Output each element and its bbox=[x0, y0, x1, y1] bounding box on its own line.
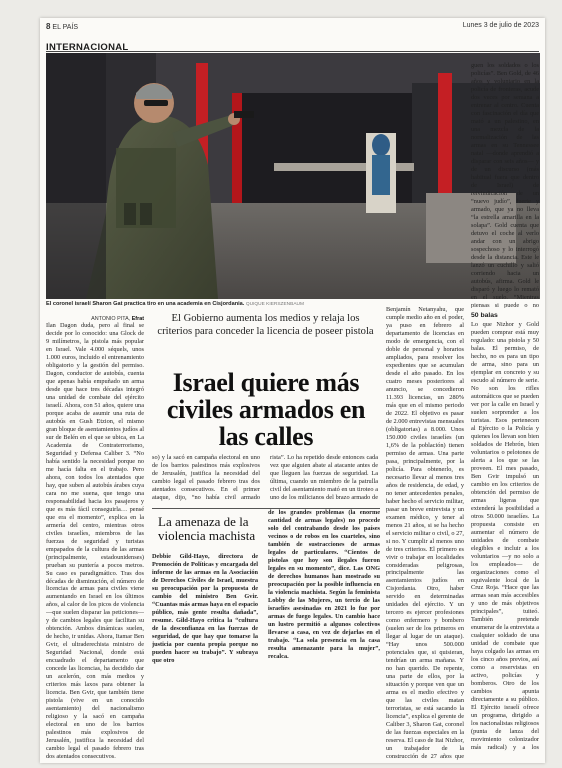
sidebar-box bbox=[152, 508, 380, 757]
article-column-5 bbox=[471, 62, 539, 757]
column-1-text: Ilan Dagon duda, pero al final se decide por lo conocido: una Glock de 9 milímetros, la pistola más popular en Israel. Vale 4.000 séquels, unos 1.000 euros, incluido el entrenamiento obligatorio y la gestión del permiso. Dagon, conductor de autobús, cuenta que apenas había empuñado un arma desde que hace tres décadas integró una unidad de combate del ejército israelí. Ahora, con 51 años, quiere una porque acaba de asumir una ruta de autobús en Gush Etzion, el mismo gran bloque de asentamientos judíos al sur de Belén en el que se ubica, en La Academia de Contraterrorismo, Seguridad y Defensa Caliber 3. “No había sentido la necesidad porque no me hacía falta en el trabajo. Pero ahora, con todos los atentados que hay, que suben al autobús árabes cuya cara no me suena, que tengo una responsabilidad hacia los pasajeros y que es más fácil conseguirla… pensé que era el momento”, explica en la armería del centro, mientras otros civiles israelíes, miembros de las fuerzas de seguridad y turistas empapados de la cultura de las armas (principalmente, estadounidenses) prueban su puntería a pocos metros. Su caso es paradigmático. Tras dos décadas de disminución, el número de licencias de armas para civiles viene aumentando en Israel en los últimos años, al calor de los picos de violencia —que suelen disparar las peticiones— y de cambios legales que facilitan su obtención. Ambos dinámicas suelen, de hecho, ir unidas. Ahora, Itamar Ben Gvir, el ultraderechista ministro de Seguridad Nacional, donde está encuadrado el departamento que concede las licencias, ha decidido dar un acelerón, con más medios y criterios más laxos para obtener la licencia. Ben Gvir, que también tiene pistola (vive en un conocido asentamiento) del nacionalismo religioso y la sacó en campaña electoral en uno de los barrios palestinos más explosivos de Jerusalén, justifica la necesidad del cambio legal el pasado febrero tras dos atentados consecutivos. bbox=[46, 322, 144, 761]
sidebar-text-left: Debbie Gild-Hayo, directora de Promoción de Políticas y encargada del informe de las armas en la Asociación de Derechos Civiles de Israel, muestra su preocupación por la propuesta de cambio del ministro Ben Gvir. “Cuantas más armas haya en el espacio público, más gente resulta dañada”, resume. Gild-Hayo critica la “cultura de la desconfianza en las fuerzas de seguridad, de que hay que tomarse la justicia por cuenta propia porque no pueden hacer su trabajo”. Y subraya que otro bbox=[152, 553, 258, 664]
byline-author: ANTONIO PITA, bbox=[91, 316, 131, 322]
section-bar bbox=[46, 37, 539, 52]
column-2-text: so) y la sacó en campaña electoral en uno de los barrios palestinos más explosivos de Jerusalén, justifica la necesidad del cambio legal el pasado febrero tras dos atentados consecutivos. En el primer ataque, dijo, “no había civil armado bbox=[152, 454, 260, 501]
page-number: 8 bbox=[46, 22, 51, 31]
column-3-text: rista”. Lo ha repetido desde entonces cada vez que alguien abate al atacante antes de que lleguen las fuerzas de seguridad. La última, cuando un miembro de la patrulla civil del asentamiento mató en un tiroteo a uno de los milicianos del brazo armado de bbox=[270, 454, 378, 501]
issue-date: Lunes 3 de julio de 2023 bbox=[462, 22, 539, 29]
sidebar-text-right: de los grandes problemas (la enorme cantidad de armas legales) no procede solo del contrabando desde los países vecinos o de robos en los cuarteles, sino también de sustracciones de armas legales de particulares. “Cientos de pistolas que hoy son ilegales fueron legales en su momento”, dice. Las ONG de derechos humanos han mostrado su preocupación por la posible influencia en la violencia machista. Según la feminista Lobby de las Mujeres, un tercio de las israelíes asesinadas en 2021 lo fue por armas de fuego legales. Un cambio hace un lustro permitió a algunos colectivos llevarse a casa, en vez de dejarlas en el trabajo. “La sola presencia en la casa resulta amenazante para la mujer”, recalca. bbox=[268, 509, 380, 660]
masthead: EL PAÍS bbox=[52, 24, 79, 31]
page-header bbox=[46, 22, 539, 34]
byline-city: Efrat bbox=[131, 316, 144, 322]
newspaper-page bbox=[40, 18, 545, 763]
column-4-text: Benjamín Netanyahu, que cumple medio año en el poder, ya puso en febrero al departamento de licencias en modo de emergencia, con el doble de personal y horarios ampliados, para resolver los expedientes que se acumulan desde el año pasado. En los cuatro meses posteriores al anuncio, se concedieron 11.393 licencias, un 280% más que en el mismo periodo de 2022. El objetivo es pasar de 2.000 entrevistas mensuales (obligatorias) a 8.000. Unos 150.000 civiles israelíes (un 1,6% de la población) tienen permiso de armas. Una parte pasa, principalmente, por la policía. Para obtenerlo, es necesario llevar al menos tres años de residencia, de edad, y no tener antecedentes penales, haber hecho el servicio militar, pasar un breve entrevista y un examen médico, y tener al menos 21 años, si se ha hecho el servicio militar o civil, o 27, si no. Y cumplir al menos uno de tres criterios. El primero es vivir o trabajar en localidades consideradas peligrosas, principalmente las asentamientos judíos en Cisjordania. Otro, haber servido en determinadas unidades del ejército. Y un tercero es ejercer profesiones como enfermero y bombero (suelen ser de los primeros en llegar al lugar de un ataque). “Hay unos 500.000 potenciales que, si quisieran, tendrían un arma mañana. Y no han querido. De repente, una parte de ellos, por la situación y porque ven que un arma es el medio efectivo y que las civiles matan terroristas, se está sacando la licencia”, explica el gerente de Caliber 3, Sharon Gat, coronel de las fuerzas especiales en la reserva. El caso de Itai Nizhor, un trabajador de la construcción de 27 años que bbox=[386, 306, 464, 761]
article-headline: Israel quiere más civiles armados en las calles bbox=[166, 368, 366, 451]
section-label: INTERNACIONAL bbox=[46, 42, 129, 53]
lead-photo bbox=[46, 53, 540, 299]
column-5-text-top: guen los soldados o los policías”. Ben Gold, de 46 años y voluntario en la policía de fronteras, acude dos veces por semana a entrenar al centro. Cuenta con fascinación el día que mató a un palestino, en una mezcla de la normalización de las armas en su Tennessee natal —donde aprendió a disparar con seis años— y de un discurso (más habitual fuera que dentro de Israel) de reivindicación de un “nuevo judío”, fuerte y armado, que ya no lleva “la estrella amarilla en la solapa”. Gold cuenta que detuvo el coche al verlo andar con un abrigo sospechoso y lo interrogó desde la distancia. Este le lanzó un cuchillo y salió corriendo hacia un autobús, afirma. Gold le disparó y luego lo remató en el suelo. “Mientras piensas si puede o no bbox=[471, 62, 539, 308]
photo-credit: QUIQUE KIERSZENBAUM bbox=[245, 302, 305, 307]
article-deck: El Gobierno aumenta los medios y relaja los criterios para conceder la licencia de poseer pistola bbox=[157, 313, 374, 337]
sidebar-title: La amenaza de la violencia machista bbox=[158, 514, 256, 543]
photo-caption bbox=[46, 301, 540, 307]
shooting-range-image bbox=[46, 53, 540, 299]
subheading: 50 balas bbox=[471, 312, 498, 319]
column-5-text-rest: Lo que Nizhor y Gold pueden comprar está muy regulado: una pistola y 50 balas. El permiso, de hecho, no es para un tipo de arma, sino para un ejemplar en concreto y su escudo al número de serie. No son los rifles automáticos que se pueden ver por la calle en Israel y suelen sorprender a los turistas. Esos pertenecen al Ejército o la Policía y quienes los llevan son bien soldados de Hebrón, bien voluntarios o pelotones de alerta a los que se las proveen. El mes pasado, Ben Gvir impulsó un cambio en los criterios de obtención del permiso de armas ligeras que extenderá la posibilidad a otros 50.000 israelíes. La propuesta consiste en aumentar el número de unidades de combate elegibles e incluir a los voluntarios —y no solo a los empleados— de organizaciones como el equivalente local de la Cruz Roja. “Hace que las armas sean más accesibles y uno de más objetivos principales”, tuiteó. También pretende enumerar de la entrevista a cualquier soldado de una unidad de combate que haya colgado las armas en los cinco años previos, así como a reservistas en activo, policías y bomberos. Otro de los cambios apunta directamente a su público. El Ejército israelí ofrece un programa, dirigido a los nacionalistas religiosos (punta de lanza del movimiento colonizador más radical) y a los bbox=[471, 321, 539, 751]
caption-text: El coronel israelí Sharon Gat practica tiro en una academia en Cisjordania. bbox=[46, 301, 245, 307]
article-column-1 bbox=[46, 316, 144, 761]
